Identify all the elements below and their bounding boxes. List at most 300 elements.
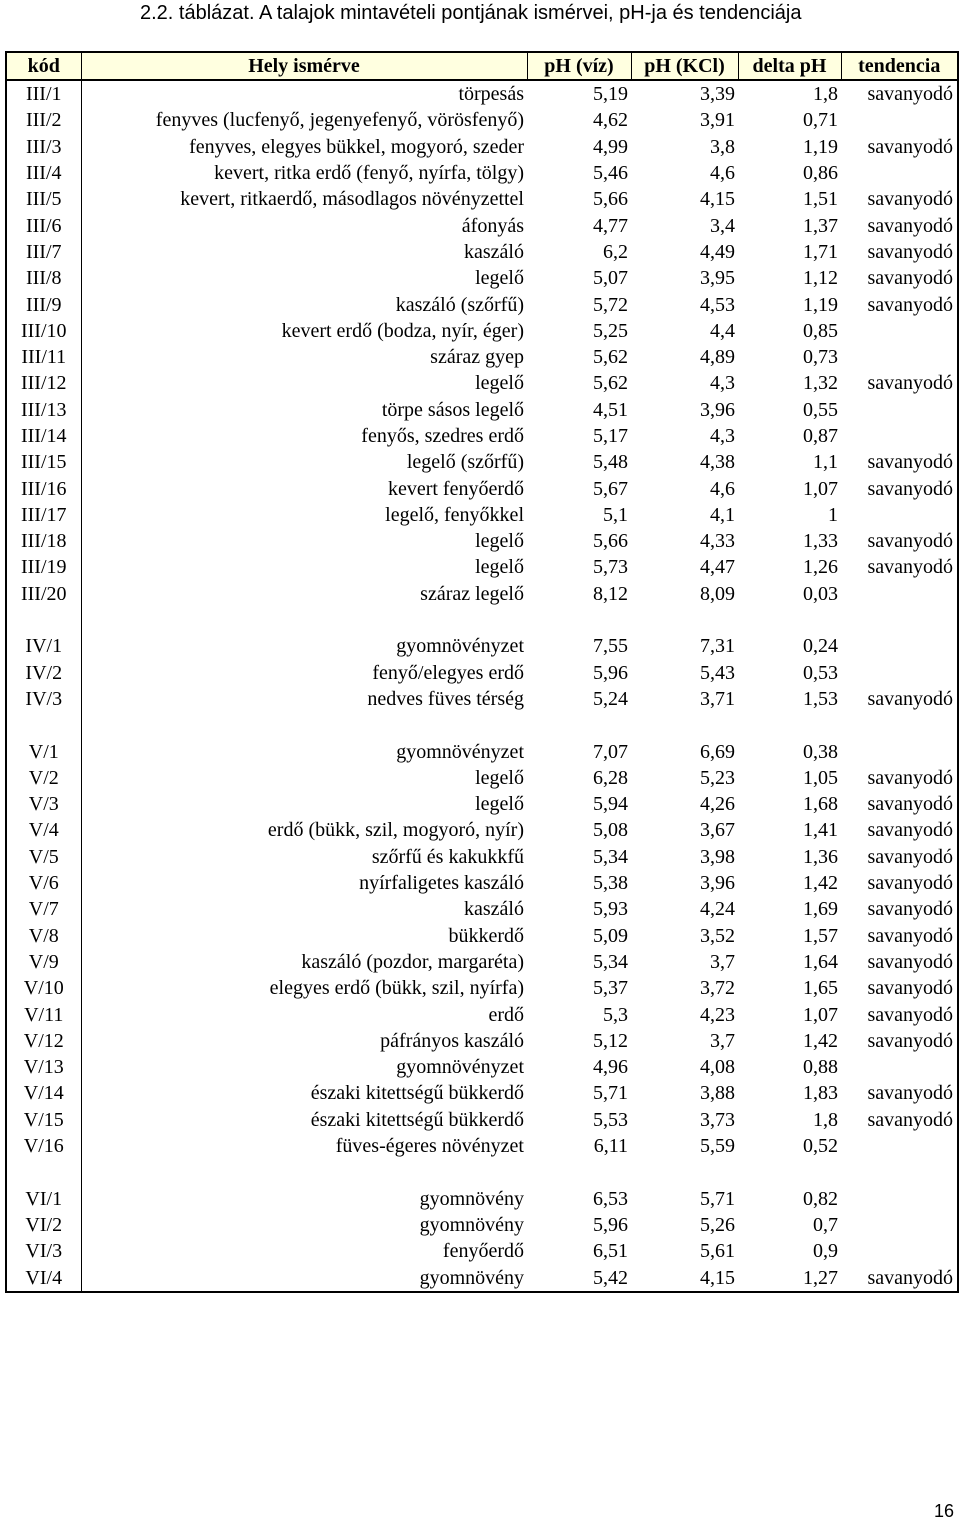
cell-trend: savanyodó xyxy=(867,924,953,947)
cell-trend: savanyodó xyxy=(867,530,953,553)
cell-ph-kcl: 3,72 xyxy=(700,977,735,1000)
cell-ph-water: 5,72 xyxy=(593,293,628,316)
cell-ph-water: 6,51 xyxy=(593,1240,628,1263)
cell-delta-ph: 1,53 xyxy=(803,687,838,710)
cell-ph-water: 5,34 xyxy=(593,950,628,973)
cell-ph-water: 7,55 xyxy=(593,635,628,658)
cell-trend xyxy=(841,397,958,423)
table-spacer-cell xyxy=(841,607,958,633)
table-row xyxy=(6,791,958,817)
table-row xyxy=(6,1185,958,1211)
cell-ph-water: 6,11 xyxy=(593,1135,628,1158)
cell-code: III/2 xyxy=(6,107,81,133)
table-row xyxy=(6,1238,958,1264)
soil-ph-table xyxy=(5,51,959,1293)
cell-code: V/13 xyxy=(6,1054,81,1080)
cell-ph-water: 5,17 xyxy=(593,425,628,447)
cell-delta-ph: 1,27 xyxy=(803,1266,838,1289)
table-row xyxy=(6,502,958,528)
table-row xyxy=(6,738,958,764)
cell-trend: savanyodó xyxy=(867,872,953,895)
table-row xyxy=(6,212,958,238)
cell-ph-water: 7,07 xyxy=(593,740,628,763)
cell-ph-water: 5,67 xyxy=(593,477,628,500)
cell-code: III/13 xyxy=(6,397,81,423)
cell-site: gyomnövényzet xyxy=(396,740,524,763)
table-row xyxy=(6,554,958,580)
cell-ph-kcl: 4,89 xyxy=(700,346,735,369)
table-row xyxy=(6,318,958,344)
table-row xyxy=(6,475,958,501)
cell-ph-kcl: 3,96 xyxy=(700,872,735,895)
cell-trend: savanyodó xyxy=(867,793,953,816)
cell-trend: savanyodó xyxy=(867,556,953,579)
cell-delta-ph: 1,64 xyxy=(803,950,838,973)
cell-site: gyomnövény xyxy=(419,1266,524,1289)
cell-delta-ph: 0,88 xyxy=(803,1056,838,1079)
table-row xyxy=(6,923,958,949)
cell-site: fenyves, elegyes bükkel, mogyoró, szeder xyxy=(189,135,524,158)
cell-ph-kcl: 4,26 xyxy=(700,793,735,816)
cell-ph-water: 5,07 xyxy=(593,267,628,290)
cell-code: V/6 xyxy=(6,870,81,896)
cell-trend: savanyodó xyxy=(867,1029,953,1052)
cell-trend xyxy=(841,1133,958,1159)
header-ph-water: pH (víz) xyxy=(527,52,631,80)
cell-trend xyxy=(841,160,958,186)
cell-trend: savanyodó xyxy=(867,188,953,211)
cell-ph-kcl: 5,23 xyxy=(700,766,735,789)
cell-site: szőrfű és kakukkfű xyxy=(371,845,524,868)
cell-ph-water: 5,66 xyxy=(593,188,628,211)
header-trend: tendencia xyxy=(841,52,958,80)
cell-ph-water: 5,12 xyxy=(593,1029,628,1052)
page-number: 16 xyxy=(933,1501,954,1521)
cell-ph-kcl: 3,67 xyxy=(700,819,735,842)
cell-ph-kcl: 4,3 xyxy=(710,425,735,447)
cell-delta-ph: 1,19 xyxy=(803,293,838,316)
header-row xyxy=(6,52,958,80)
cell-ph-kcl: 4,6 xyxy=(710,162,735,185)
cell-trend: savanyodó xyxy=(867,898,953,921)
cell-ph-water: 5,25 xyxy=(593,319,628,342)
cell-ph-kcl: 3,39 xyxy=(700,83,735,106)
table-spacer-cell xyxy=(631,712,738,738)
cell-code: III/4 xyxy=(6,160,81,186)
cell-ph-water: 5,96 xyxy=(593,1213,628,1236)
cell-trend xyxy=(841,1185,958,1211)
cell-site: száraz legelő xyxy=(420,582,524,605)
cell-ph-kcl: 4,6 xyxy=(710,477,735,500)
cell-code: V/2 xyxy=(6,765,81,791)
table-row xyxy=(6,344,958,370)
table-spacer-cell xyxy=(527,607,631,633)
cell-code: V/8 xyxy=(6,923,81,949)
cell-ph-water: 6,28 xyxy=(593,766,628,789)
cell-code: V/15 xyxy=(6,1107,81,1133)
cell-code: III/5 xyxy=(6,186,81,212)
cell-ph-kcl: 5,71 xyxy=(700,1187,735,1210)
cell-trend xyxy=(841,1054,958,1080)
cell-code: V/1 xyxy=(6,738,81,764)
cell-ph-water: 5,62 xyxy=(593,372,628,395)
table-row xyxy=(6,239,958,265)
table-spacer-row xyxy=(6,1159,958,1185)
cell-ph-kcl: 4,49 xyxy=(700,240,735,263)
cell-ph-water: 4,99 xyxy=(593,135,628,158)
cell-trend: savanyodó xyxy=(867,135,953,158)
cell-delta-ph: 1,33 xyxy=(803,530,838,553)
cell-delta-ph: 0,38 xyxy=(803,740,838,763)
cell-code: III/19 xyxy=(6,554,81,580)
cell-ph-kcl: 5,43 xyxy=(700,661,735,684)
cell-ph-water: 5,1 xyxy=(603,503,628,526)
header-ph-kcl: pH (KCl) xyxy=(631,52,738,80)
table-spacer-cell xyxy=(738,607,841,633)
cell-trend: savanyodó xyxy=(867,766,953,789)
cell-site: kaszáló (pozdor, margaréta) xyxy=(301,950,524,973)
cell-delta-ph: 0,53 xyxy=(803,661,838,684)
cell-site: kaszáló xyxy=(464,898,524,921)
cell-trend: savanyodó xyxy=(867,950,953,973)
cell-site: legelő xyxy=(475,267,524,290)
cell-ph-kcl: 3,4 xyxy=(710,214,735,237)
cell-trend: savanyodó xyxy=(867,977,953,1000)
cell-delta-ph: 0,86 xyxy=(803,162,838,185)
table-spacer-cell xyxy=(631,607,738,633)
cell-site: törpesás xyxy=(458,83,524,106)
table-row xyxy=(6,844,958,870)
table-spacer-cell xyxy=(841,1159,958,1185)
cell-site: fenyős, szedres erdő xyxy=(361,425,524,447)
cell-code: III/10 xyxy=(6,318,81,344)
cell-delta-ph: 1,26 xyxy=(803,556,838,579)
table-row xyxy=(6,1212,958,1238)
cell-site: fenyőerdő xyxy=(442,1240,524,1263)
table-spacer-row xyxy=(6,712,958,738)
cell-site: erdő (bükk, szil, mogyoró, nyír) xyxy=(267,819,524,842)
table-row xyxy=(6,817,958,843)
cell-site: legelő xyxy=(475,766,524,789)
cell-code: V/16 xyxy=(6,1133,81,1159)
cell-site: gyomnövény xyxy=(419,1187,524,1210)
cell-delta-ph: 1,65 xyxy=(803,977,838,1000)
cell-ph-kcl: 4,15 xyxy=(700,1266,735,1289)
cell-site: elegyes erdő (bükk, szil, nyírfa) xyxy=(269,977,524,1000)
cell-code: V/11 xyxy=(6,1001,81,1027)
cell-delta-ph: 1,05 xyxy=(803,766,838,789)
cell-site: gyomnövényzet xyxy=(396,1056,524,1079)
cell-code: III/3 xyxy=(6,134,81,160)
cell-trend xyxy=(841,738,958,764)
cell-delta-ph: 0,71 xyxy=(803,109,838,132)
cell-delta-ph: 1,42 xyxy=(803,872,838,895)
table-row xyxy=(6,265,958,291)
cell-code: V/4 xyxy=(6,817,81,843)
cell-trend xyxy=(841,502,958,528)
cell-ph-kcl: 8,09 xyxy=(700,582,735,605)
cell-code: VI/3 xyxy=(6,1238,81,1264)
table-row xyxy=(6,765,958,791)
cell-delta-ph: 1,37 xyxy=(803,214,838,237)
cell-ph-kcl: 5,26 xyxy=(700,1213,735,1236)
cell-delta-ph: 0,55 xyxy=(803,398,838,421)
cell-ph-kcl: 3,96 xyxy=(700,398,735,421)
table-row xyxy=(6,291,958,317)
cell-delta-ph: 1,32 xyxy=(803,372,838,395)
cell-code: IV/1 xyxy=(6,633,81,659)
cell-ph-water: 5,08 xyxy=(593,819,628,842)
cell-ph-kcl: 4,08 xyxy=(700,1056,735,1079)
cell-delta-ph: 1,8 xyxy=(813,83,838,106)
cell-ph-kcl: 7,31 xyxy=(700,635,735,658)
cell-site: északi kitettségű bükkerdő xyxy=(310,1108,524,1131)
cell-trend: savanyodó xyxy=(867,451,953,474)
cell-site: bükkerdő xyxy=(448,924,524,947)
cell-delta-ph: 1,07 xyxy=(803,1003,838,1026)
table-spacer-cell xyxy=(81,607,527,633)
cell-trend: savanyodó xyxy=(867,1266,953,1289)
cell-trend xyxy=(841,423,958,449)
table-row xyxy=(6,949,958,975)
table-row xyxy=(6,397,958,423)
cell-site: füves-égeres növényzet xyxy=(335,1135,524,1158)
cell-ph-kcl: 6,69 xyxy=(700,740,735,763)
cell-trend: savanyodó xyxy=(867,477,953,500)
cell-ph-kcl: 3,7 xyxy=(710,1029,735,1052)
cell-trend: savanyodó xyxy=(867,214,953,237)
cell-delta-ph: 0,82 xyxy=(803,1187,838,1210)
table-spacer-cell xyxy=(527,1159,631,1185)
cell-trend: savanyodó xyxy=(867,267,953,290)
cell-ph-water: 4,62 xyxy=(593,109,628,132)
cell-site: kaszáló xyxy=(464,240,524,263)
cell-code: V/10 xyxy=(6,975,81,1001)
cell-delta-ph: 1,68 xyxy=(803,793,838,816)
cell-ph-kcl: 3,8 xyxy=(710,135,735,158)
cell-trend: savanyodó xyxy=(867,293,953,316)
table-row xyxy=(6,1080,958,1106)
cell-site: kevert, ritka erdő (fenyő, nyírfa, tölgy) xyxy=(214,162,524,185)
cell-trend: savanyodó xyxy=(867,83,953,106)
cell-site: gyomnövény xyxy=(419,1213,524,1236)
table-row xyxy=(6,80,958,107)
cell-code: III/16 xyxy=(6,475,81,501)
table-row xyxy=(6,686,958,712)
cell-ph-water: 5,94 xyxy=(593,793,628,816)
cell-delta-ph: 1,51 xyxy=(803,188,838,211)
cell-ph-water: 4,51 xyxy=(593,398,628,421)
cell-site: északi kitettségű bükkerdő xyxy=(310,1082,524,1105)
table-row xyxy=(6,134,958,160)
cell-ph-kcl: 4,53 xyxy=(700,293,735,316)
cell-ph-kcl: 4,1 xyxy=(710,503,735,526)
cell-ph-water: 8,12 xyxy=(593,582,628,605)
cell-delta-ph: 1,19 xyxy=(803,135,838,158)
table-spacer-cell xyxy=(841,712,958,738)
table-row xyxy=(6,896,958,922)
cell-trend xyxy=(841,1212,958,1238)
cell-trend xyxy=(841,107,958,133)
cell-delta-ph: 1,42 xyxy=(803,1029,838,1052)
cell-trend xyxy=(841,1238,958,1264)
cell-ph-kcl: 3,52 xyxy=(700,924,735,947)
cell-ph-kcl: 4,4 xyxy=(710,319,735,342)
cell-delta-ph: 1,07 xyxy=(803,477,838,500)
cell-ph-kcl: 3,88 xyxy=(700,1082,735,1105)
cell-delta-ph: 1,71 xyxy=(803,240,838,263)
cell-ph-kcl: 5,59 xyxy=(700,1135,735,1158)
cell-trend xyxy=(841,318,958,344)
cell-code: III/8 xyxy=(6,265,81,291)
table-spacer-cell xyxy=(738,1159,841,1185)
cell-ph-kcl: 3,7 xyxy=(710,950,735,973)
table-row xyxy=(6,1133,958,1159)
cell-code: III/18 xyxy=(6,528,81,554)
table-row xyxy=(6,186,958,212)
cell-trend xyxy=(841,660,958,686)
cell-code: V/5 xyxy=(6,844,81,870)
cell-site: legelő xyxy=(475,793,524,816)
cell-trend: savanyodó xyxy=(867,1108,953,1131)
cell-ph-kcl: 5,61 xyxy=(700,1240,735,1263)
cell-site: áfonyás xyxy=(461,214,524,237)
table-row xyxy=(6,107,958,133)
cell-ph-kcl: 4,23 xyxy=(700,1003,735,1026)
table-row xyxy=(6,160,958,186)
cell-code: III/17 xyxy=(6,502,81,528)
cell-code: III/12 xyxy=(6,370,81,396)
cell-site: nedves füves térség xyxy=(367,687,524,710)
cell-code: III/15 xyxy=(6,449,81,475)
cell-ph-kcl: 4,38 xyxy=(700,451,735,474)
header-code: kód xyxy=(6,52,81,80)
cell-ph-water: 5,34 xyxy=(593,845,628,868)
cell-trend: savanyodó xyxy=(867,1082,953,1105)
table-row xyxy=(6,581,958,607)
cell-ph-water: 5,09 xyxy=(593,924,628,947)
table-spacer-cell xyxy=(81,1159,527,1185)
cell-trend xyxy=(841,344,958,370)
table-row xyxy=(6,423,958,449)
table-row xyxy=(6,1054,958,1080)
cell-ph-kcl: 3,95 xyxy=(700,267,735,290)
cell-trend: savanyodó xyxy=(867,687,953,710)
cell-ph-kcl: 4,47 xyxy=(700,556,735,579)
cell-trend xyxy=(841,581,958,607)
table-spacer-cell xyxy=(631,1159,738,1185)
table-row xyxy=(6,528,958,554)
cell-ph-water: 4,77 xyxy=(593,214,628,237)
cell-code: V/14 xyxy=(6,1080,81,1106)
cell-ph-water: 5,38 xyxy=(593,872,628,895)
cell-site: legelő xyxy=(475,372,524,395)
header-delta-ph: delta pH xyxy=(738,52,841,80)
cell-delta-ph: 1,36 xyxy=(803,845,838,868)
cell-code: V/3 xyxy=(6,791,81,817)
table-container xyxy=(5,51,957,1293)
cell-delta-ph: 1 xyxy=(828,503,838,526)
cell-delta-ph: 0,52 xyxy=(803,1135,838,1158)
cell-site: gyomnövényzet xyxy=(396,635,524,658)
cell-delta-ph: 0,03 xyxy=(803,582,838,605)
cell-site: legelő xyxy=(475,556,524,579)
cell-ph-kcl: 4,33 xyxy=(700,530,735,553)
cell-ph-water: 5,96 xyxy=(593,661,628,684)
cell-ph-water: 5,37 xyxy=(593,977,628,1000)
cell-delta-ph: 1,83 xyxy=(803,1082,838,1105)
cell-ph-water: 5,19 xyxy=(593,83,628,106)
cell-delta-ph: 1,8 xyxy=(813,1108,838,1131)
cell-ph-water: 5,3 xyxy=(603,1003,628,1026)
cell-delta-ph: 0,9 xyxy=(813,1240,838,1263)
cell-ph-water: 6,2 xyxy=(603,240,628,263)
cell-delta-ph: 1,41 xyxy=(803,819,838,842)
table-header xyxy=(6,52,958,80)
cell-site: legelő xyxy=(475,530,524,553)
cell-code: V/7 xyxy=(6,896,81,922)
table-row xyxy=(6,870,958,896)
table-row xyxy=(6,975,958,1001)
cell-trend: savanyodó xyxy=(867,372,953,395)
table-spacer-cell xyxy=(6,712,81,738)
cell-ph-kcl: 3,73 xyxy=(700,1108,735,1131)
cell-site: páfrányos kaszáló xyxy=(380,1029,524,1052)
cell-ph-kcl: 3,98 xyxy=(700,845,735,868)
cell-code: III/14 xyxy=(6,423,81,449)
table-row xyxy=(6,449,958,475)
table-row xyxy=(6,633,958,659)
cell-site: legelő, fenyőkkel xyxy=(385,503,524,526)
cell-delta-ph: 0,73 xyxy=(803,346,838,369)
cell-code: IV/3 xyxy=(6,686,81,712)
cell-delta-ph: 1,12 xyxy=(803,267,838,290)
cell-trend: savanyodó xyxy=(867,240,953,263)
cell-site: kaszáló (szőrfű) xyxy=(395,293,524,316)
cell-ph-water: 5,42 xyxy=(593,1266,628,1289)
cell-site: fenyves (lucfenyő, jegenyefenyő, vörösfenyő) xyxy=(155,109,524,132)
cell-trend: savanyodó xyxy=(867,1003,953,1026)
cell-trend: savanyodó xyxy=(867,819,953,842)
table-spacer-row xyxy=(6,607,958,633)
table-spacer-cell xyxy=(527,712,631,738)
cell-site: fenyő/elegyes erdő xyxy=(372,661,524,684)
cell-ph-kcl: 4,15 xyxy=(700,188,735,211)
cell-code: III/1 xyxy=(6,80,81,107)
cell-ph-kcl: 3,71 xyxy=(700,687,735,710)
cell-code: III/20 xyxy=(6,581,81,607)
cell-ph-water: 5,73 xyxy=(593,556,628,579)
cell-ph-water: 5,24 xyxy=(593,687,628,710)
cell-ph-water: 4,96 xyxy=(593,1056,628,1079)
cell-site: kevert fenyőerdő xyxy=(387,477,524,500)
table-row xyxy=(6,1107,958,1133)
table-row xyxy=(6,1001,958,1027)
cell-ph-water: 5,66 xyxy=(593,530,628,553)
table-row xyxy=(6,1028,958,1054)
cell-ph-kcl: 4,24 xyxy=(700,898,735,921)
cell-delta-ph: 1,69 xyxy=(803,898,838,921)
cell-code: VI/4 xyxy=(6,1264,81,1291)
cell-ph-water: 5,62 xyxy=(593,346,628,369)
cell-trend: savanyodó xyxy=(867,845,953,868)
cell-trend xyxy=(841,633,958,659)
cell-ph-water: 5,71 xyxy=(593,1082,628,1105)
table-spacer-cell xyxy=(6,607,81,633)
cell-ph-water: 5,93 xyxy=(593,898,628,921)
header-site: Hely ismérve xyxy=(81,52,527,80)
cell-delta-ph: 1,57 xyxy=(803,924,838,947)
